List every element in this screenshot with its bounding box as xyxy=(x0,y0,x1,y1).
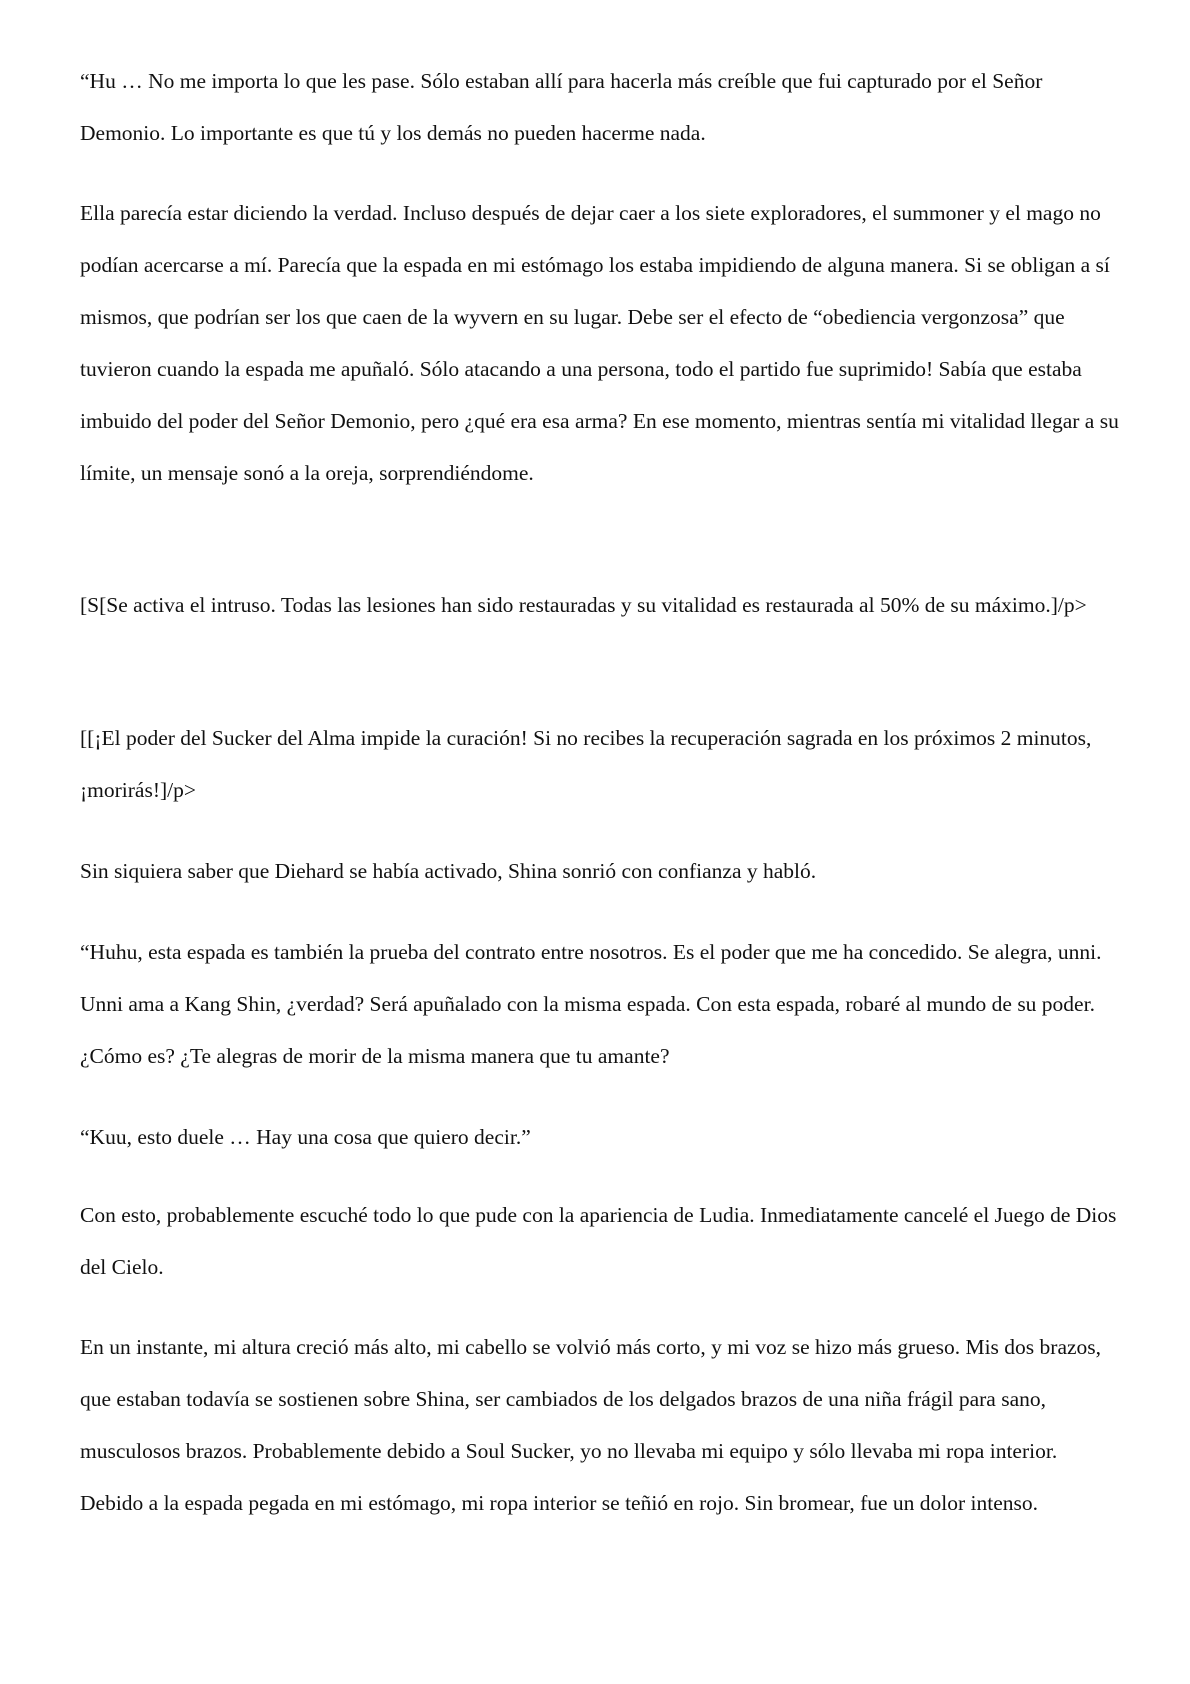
paragraph: “Kuu, esto duele … Hay una cosa que quiero decir.” xyxy=(80,1125,531,1149)
paragraph: Sin siquiera saber que Diehard se había activado, Shina sonrió con confianza y habló. xyxy=(80,859,817,883)
paragraph: “Huhu, esta espada es también la prueba del contrato entre nosotros. Es el poder que me ha concedido. Se alegra, unni. Unni ama a Kang Shin, ¿verdad? Será apuñalado con la misma espada. Con esta espada, robaré al mundo de su poder. ¿Cómo es? ¿Te alegras de morir de la misma manera que tu amante? xyxy=(80,940,1102,1068)
system-message: [[¡El poder del Sucker del Alma impide la curación! Si no recibes la recuperación sagrada en los próximos 2 minutos, ¡morirás!]/p> xyxy=(80,726,1092,802)
paragraph: Ella parecía estar diciendo la verdad. Incluso después de dejar caer a los siete exploradores, el summoner y el mago no podían acercarse a mí. Parecía que la espada en mi estómago los estaba impidiendo de alguna manera. Si se obligan a sí mismos, que podrían ser los que caen de la wyvern en su lugar. Debe ser el efecto de “obediencia vergonzosa” que tuvieron cuando la espada me apuñaló. Sólo atacando a una persona, todo el partido fue suprimido! Sabía que estaba imbuido del poder del Señor Demonio, pero ¿qué era esa arma? En ese momento, mientras sentía mi vitalidad llegar a su límite, un mensaje sonó a la oreja, sorprendiéndome. xyxy=(80,201,1119,485)
paragraph: Con esto, probablemente escuché todo lo que pude con la apariencia de Ludia. Inmediatamente cancelé el Juego de Dios del Cielo. xyxy=(80,1203,1117,1279)
paragraph: “Hu … No me importa lo que les pase. Sólo estaban allí para hacerla más creíble que fui capturado por el Señor Demonio. Lo importante es que tú y los demás no pueden hacerme nada. xyxy=(80,69,1043,145)
paragraph: En un instante, mi altura creció más alto, mi cabello se volvió más corto, y mi voz se hizo más grueso. Mis dos brazos, que estaban todavía se sostienen sobre Shina, ser cambiados de los delgados brazos de una niña frágil para sano, musculosos brazos. Probablemente debido a Soul Sucker, yo no llevaba mi equipo y sólo llevaba mi ropa interior. Debido a la espada pegada en mi estómago, mi ropa interior se teñió en rojo. Sin bromear, fue un dolor intenso. xyxy=(80,1335,1102,1515)
system-message: [S[Se activa el intruso. Todas las lesiones han sido restauradas y su vitalidad es restaurada al 50% de su máximo.]/p> xyxy=(80,593,1087,617)
